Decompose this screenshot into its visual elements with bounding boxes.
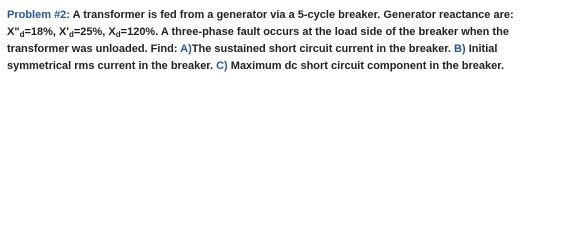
problem-line-1 [7,7,583,24]
transient-reactance-symbol: X' [59,26,69,38]
problem-label: Problem #2: [7,9,70,21]
part-a-label: A) [180,43,192,55]
part-c-text: Maximum dc short circuit component in the breaker. [227,60,505,72]
part-a-text: The sustained short circuit current in the breaker. [191,43,455,55]
subtransient-reactance-value: =18%, [24,26,60,38]
problem-line-2-text: A three-phase fault occurs at the load side of the breaker when the [158,26,509,38]
part-b-text: Initial [465,43,498,55]
subtransient-reactance-subscript: d [19,30,25,39]
problem-line-1-text: A transformer is fed from a generator via a 5-cycle breaker. Generator reactance are: [69,9,514,21]
subtransient-reactance-symbol: X" [7,26,20,38]
part-b-label: B) [454,43,466,55]
part-c-label: C) [216,60,228,72]
problem-statement [7,7,583,75]
transient-reactance-subscript: d [68,30,74,39]
problem-line-3 [7,41,583,58]
problem-line-4 [7,58,583,75]
synchronous-reactance-symbol: X [108,26,116,38]
problem-line-3-text: transformer was unloaded. Find: [7,43,181,55]
synchronous-reactance-subscript: d [115,30,121,39]
problem-line-2 [7,24,583,41]
problem-line-4-text: symmetrical rms current in the breaker. [7,60,217,72]
synchronous-reactance-value: =120%. [120,26,159,38]
transient-reactance-value: =25%, [73,26,109,38]
